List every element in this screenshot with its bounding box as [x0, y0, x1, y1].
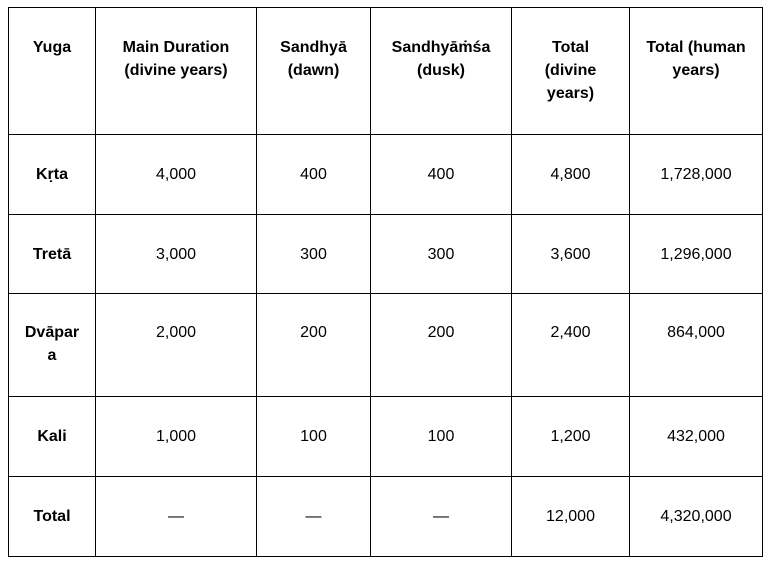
total-label: Total — [9, 477, 96, 557]
header-total-divine: Total (divine years) — [512, 8, 630, 135]
table-row — [9, 135, 763, 215]
total-divine-cell: 12,000 — [512, 477, 630, 557]
table-row — [9, 397, 763, 477]
main-duration-cell: 1,000 — [96, 397, 257, 477]
total-human-cell: 432,000 — [630, 397, 763, 477]
total-divine-cell: 2,400 — [512, 294, 630, 397]
main-duration-cell: 2,000 — [96, 294, 257, 397]
total-human-cell: 4,320,000 — [630, 477, 763, 557]
yuga-name: Kali — [9, 397, 96, 477]
sandhyamsa-cell: — — [371, 477, 512, 557]
sandhya-cell: 400 — [257, 135, 371, 215]
yuga-table-container — [8, 7, 763, 557]
table-row — [9, 294, 763, 397]
yuga-table — [8, 7, 763, 557]
main-duration-cell: 3,000 — [96, 215, 257, 294]
total-divine-cell: 4,800 — [512, 135, 630, 215]
yuga-name: Dvāpara — [9, 294, 96, 397]
sandhya-cell: 300 — [257, 215, 371, 294]
header-total-human: Total (human years) — [630, 8, 763, 135]
header-main-duration: Main Duration (divine years) — [96, 8, 257, 135]
total-divine-cell: 3,600 — [512, 215, 630, 294]
yuga-name: Tretā — [9, 215, 96, 294]
table-row — [9, 215, 763, 294]
header-row — [9, 8, 763, 135]
sandhyamsa-cell: 400 — [371, 135, 512, 215]
sandhyamsa-cell: 200 — [371, 294, 512, 397]
table-row-total — [9, 477, 763, 557]
sandhyamsa-cell: 100 — [371, 397, 512, 477]
total-human-cell: 1,728,000 — [630, 135, 763, 215]
total-divine-cell: 1,200 — [512, 397, 630, 477]
main-duration-cell: — — [96, 477, 257, 557]
header-yuga: Yuga — [9, 8, 96, 135]
sandhya-cell: — — [257, 477, 371, 557]
total-human-cell: 1,296,000 — [630, 215, 763, 294]
sandhya-cell: 100 — [257, 397, 371, 477]
main-duration-cell: 4,000 — [96, 135, 257, 215]
sandhya-cell: 200 — [257, 294, 371, 397]
header-sandhyamsa: Sandhyāṁśa (dusk) — [371, 8, 512, 135]
sandhyamsa-cell: 300 — [371, 215, 512, 294]
header-sandhya: Sandhyā (dawn) — [257, 8, 371, 135]
yuga-name: Kṛta — [9, 135, 96, 215]
total-human-cell: 864,000 — [630, 294, 763, 397]
